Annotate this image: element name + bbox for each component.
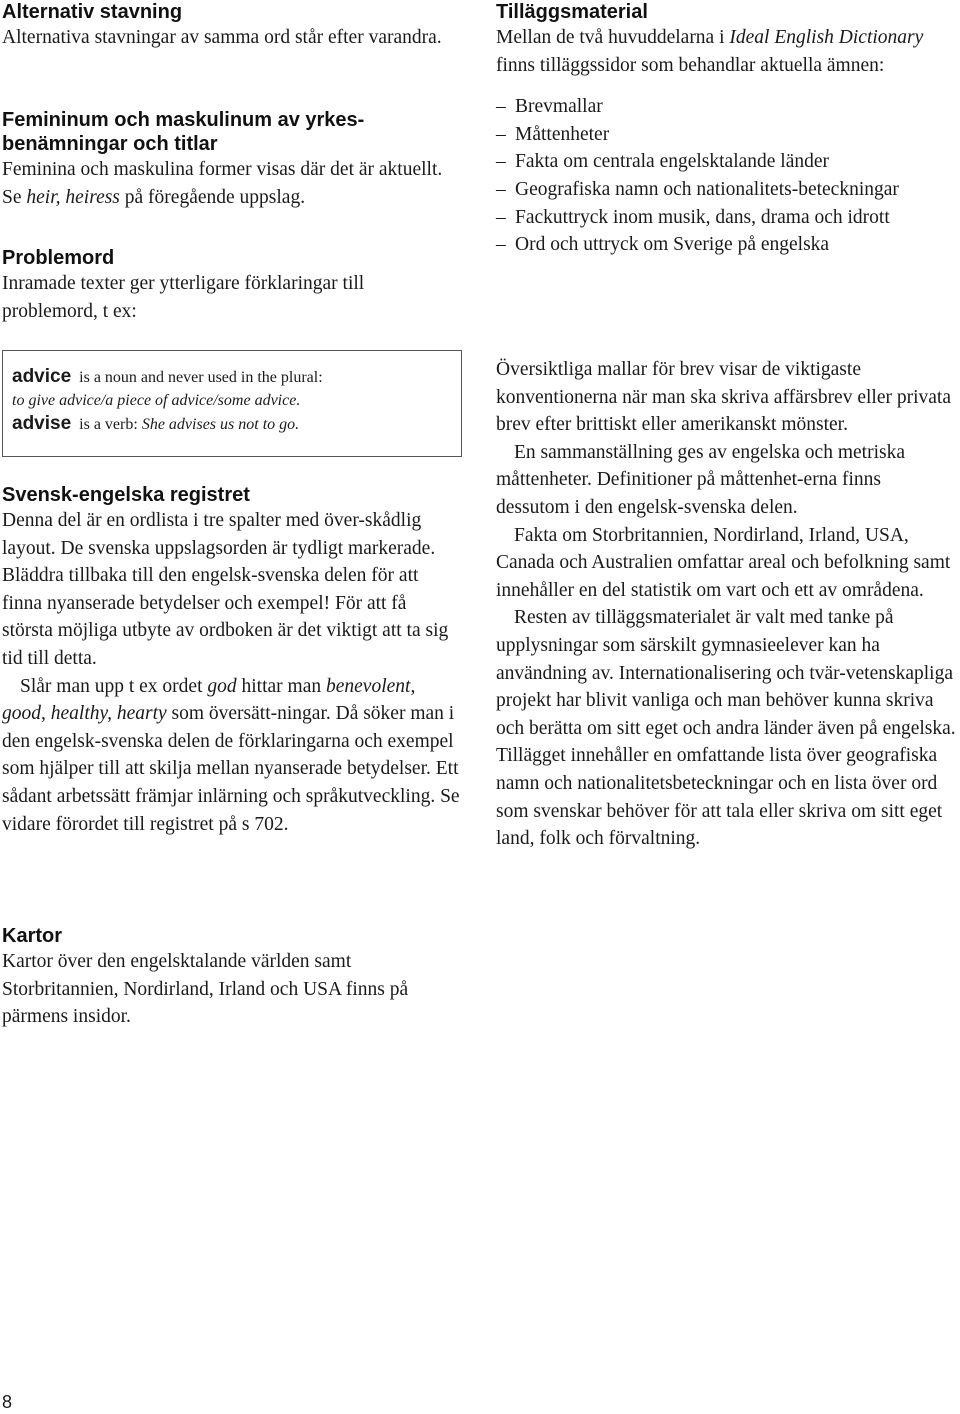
box-entry-advise xyxy=(12,412,451,436)
list-item xyxy=(496,204,958,232)
list-item xyxy=(496,121,958,149)
section-tillaggsmaterial-body xyxy=(496,356,958,853)
text-problemord: Inramade texter ger ytterligare förklaringar till problemord, t ex: xyxy=(2,273,365,322)
dash-marker: – xyxy=(496,123,506,145)
text-kartor: Kartor över den engelsktalande världen samt Storbritannien, Nordirland, Irland och USA finns på pärmens insidor. xyxy=(2,951,409,1028)
definition-advise: is a verb: xyxy=(79,416,138,433)
section-femininum xyxy=(2,108,460,211)
problem-word-box xyxy=(2,350,462,457)
list-item xyxy=(496,231,958,259)
intro-part2: finns tilläggssidor som behandlar aktuella ämnen: xyxy=(496,54,885,76)
text-femininum-part2: på föregående uppslag. xyxy=(124,186,306,208)
list-item xyxy=(496,148,958,176)
heading-problemord: Problemord xyxy=(2,247,115,269)
box-entry-advice xyxy=(12,365,451,389)
example-word-god: god xyxy=(207,675,237,697)
text-tillagg-p2: En sammanställning ges av engelska och metriska måttenheter. Definitioner på måttenhet-erna finns dessutom i den engelsk-svenska delen. xyxy=(496,441,905,518)
dash-marker: – xyxy=(496,206,506,228)
heading-tillaggsmaterial: Tilläggsmaterial xyxy=(496,1,648,23)
registret-p2-a: Slår man upp t ex ordet xyxy=(20,675,203,697)
registret-p2-c: som översätt-ningar. Då söker man i den engelsk-svenska delen de förklaringarna och exempel som hjälper till att skilja mellan nyanserade betydelser. Ett sådant arbetssätt främjar inlärning och språkutveckling. Se vidare förordet till registret på s 702. xyxy=(2,703,460,835)
example-translations: benevolent, good, healthy, hearty xyxy=(2,675,416,725)
definition-advice: is a noun and never used in the plural: xyxy=(79,369,323,386)
section-problemord xyxy=(2,246,460,325)
text-femininum-part1: Feminina och maskulina former visas där det är aktuellt. Se xyxy=(2,159,443,208)
example-advise: She advises us not to go. xyxy=(141,416,300,433)
text-registret-p2 xyxy=(2,673,460,839)
list-item-text: Måttenheter xyxy=(515,123,610,145)
text-tillaggsmaterial-intro xyxy=(496,24,958,79)
dash-marker: – xyxy=(496,234,506,256)
section-registret xyxy=(2,483,460,838)
section-tillaggsmaterial xyxy=(496,0,958,259)
heading-kartor: Kartor xyxy=(2,925,63,947)
heading-registret: Svensk-engelska registret xyxy=(2,484,250,506)
headword-advise: advise xyxy=(12,413,72,434)
page-number: 8 xyxy=(2,1392,13,1412)
example-heir-heiress: heir, heiress xyxy=(26,186,120,208)
list-item-text: Fakta om centrala engelsktalande länder xyxy=(515,151,830,173)
list-item-text: Ord och uttryck om Sverige på engelska xyxy=(515,234,830,256)
dash-marker: – xyxy=(496,178,506,200)
list-item-text: Brevmallar xyxy=(515,96,603,118)
dash-marker: – xyxy=(496,151,506,173)
text-tillagg-p4: Resten av tilläggsmaterialet är valt med tanke på upplysningar som särskilt gymnasieelever kan ha användning av. Internationalisering och tvär-vetenskapliga projekt har blivit vanliga och man behöver kunna skriva och berätta om sitt eget och andra länder även på engelska. Tillägget innehåller en omfattande lista över geografiska namn och nationalitetsbeteckningar och en lista över ord som svenskar behöver för att tala eller skriva om sitt eget land, folk och förvaltning. xyxy=(496,607,956,850)
list-item-text: Geografiska namn och nationalitets-beteckningar xyxy=(515,178,899,200)
heading-alternativ-stavning: Alternativ stavning xyxy=(2,1,183,23)
text-alternativ-stavning: Alternativa stavningar av samma ord står efter varandra. xyxy=(2,27,442,48)
text-registret-p1: Denna del är en ordlista i tre spalter med över-skådlig layout. De svenska uppslagsorden är tydligt markerade. Bläddra tillbaka till den engelsk-svenska delen för att finna nyanserade betydelser och exempel! För att få största möjliga utbyte av ordboken är det viktigt att ta sig tid till detta. xyxy=(2,510,449,669)
text-tillagg-p1: Översiktliga mallar för brev visar de viktigaste konventionerna när man ska skriva affärsbrev eller privata brev efter brittiskt eller amerikanskt mönster. xyxy=(496,359,951,436)
list-item xyxy=(496,93,958,121)
box-example-advice xyxy=(12,389,451,412)
text-femininum xyxy=(2,156,460,211)
section-alternativ-stavning xyxy=(2,0,460,52)
section-kartor xyxy=(2,924,460,1031)
list-item-text: Fackuttryck inom musik, dans, drama och idrott xyxy=(515,206,890,228)
headword-advice: advice xyxy=(12,366,72,387)
supplement-list xyxy=(496,93,958,259)
registret-p2-b: hittar man xyxy=(241,675,322,697)
text-tillagg-p3: Fakta om Storbritannien, Nordirland, Irland, USA, Canada och Australien omfattar areal och befolkning samt innehåller en del statistik om vart och ett av områdena. xyxy=(496,524,951,601)
heading-femininum: Femininum och maskulinum av yrkes-benämningar och titlar xyxy=(2,109,365,155)
list-item xyxy=(496,176,958,204)
dash-marker: – xyxy=(496,96,506,118)
intro-part1: Mellan de två huvuddelarna i xyxy=(496,27,725,48)
dictionary-title: Ideal English Dictionary xyxy=(729,27,924,48)
example-advice: to give advice/a piece of advice/some advice. xyxy=(12,392,301,409)
